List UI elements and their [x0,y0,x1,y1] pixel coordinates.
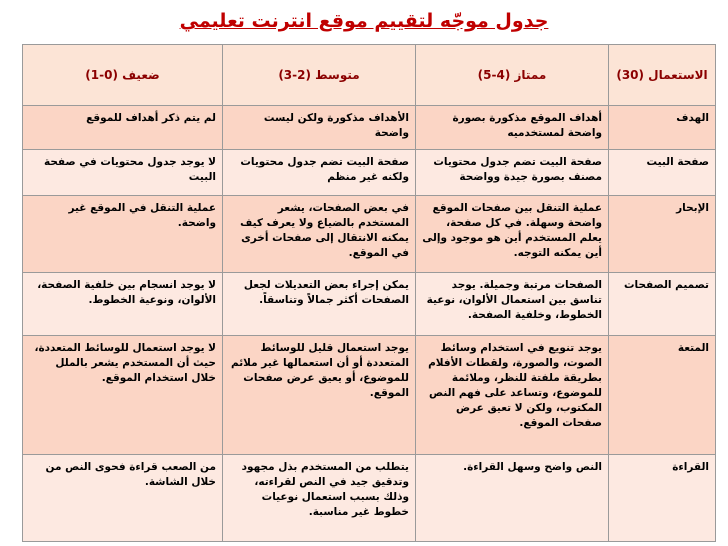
excellent-cell: صفحة البيت تضم جدول محتويات مصنف بصورة جيدة وواضحة [416,150,609,196]
weak-cell: عملية التنقل في الموقع غير واضحة. [23,196,223,273]
average-cell: يوجد استعمال قليل للوسائط المتعددة أو أن استعمالها غير ملائم للموضوع، أو يعيق عرض صفحات الموقع. [223,336,416,455]
criterion-cell: القراءة [609,455,716,542]
excellent-cell: يوجد تنويع في استخدام وسائط الصوت، والصورة، ولقطات الأفلام بطريقة ملفتة للنظر، وملائمة للموضوع، وتساعد على فهم النص المكتوب، ولكن لا تعيق عرض صفحات الموقع. [416,336,609,455]
excellent-cell: الصفحات مرتبة وجميلة. يوجد تناسق بين استعمال الألوان، نوعية الخطوط، وخلفية الصفحة. [416,273,609,336]
rubric-table [22,44,716,542]
criterion-cell: المتعة [609,336,716,455]
weak-cell: لم يتم ذكر أهداف للموقع [23,106,223,150]
average-cell: الأهداف مذكورة ولكن ليست واضحة [223,106,416,150]
criterion-cell: صفحة البيت [609,150,716,196]
table-row [23,196,716,273]
average-cell: يمكن إجراء بعض التعديلات لجعل الصفحات أكثر جمالاً وتناسقاً. [223,273,416,336]
header-excellent: ممتاز (4-5) [416,45,609,106]
header-criterion: الاستعمال (30) [609,45,716,106]
average-cell: يتطلب من المستخدم بذل مجهود وتدقيق جيد في النص لقراءته، وذلك بسبب استعمال نوعيات خطوط غير مناسبة. [223,455,416,542]
table-row [23,455,716,542]
table-row [23,336,716,455]
weak-cell: لا يوجد انسجام بين خلفية الصفحة، الألوان، ونوعية الخطوط. [23,273,223,336]
average-cell: صفحة البيت تضم جدول محتويات ولكنه غير منظم [223,150,416,196]
table-row [23,150,716,196]
excellent-cell: النص واضح وسهل القراءة. [416,455,609,542]
excellent-cell: أهداف الموقع مذكورة بصورة واضحة لمستخدميه [416,106,609,150]
weak-cell: من الصعب قراءة فحوى النص من خلال الشاشة. [23,455,223,542]
criterion-cell: الهدف [609,106,716,150]
criterion-cell: تصميم الصفحات [609,273,716,336]
table-row [23,273,716,336]
average-cell: في بعض الصفحات، يشعر المستخدم بالضياع ولا يعرف كيف يمكنه الانتقال إلى صفحات أخرى في الموقع. [223,196,416,273]
header-weak: ضعيف (0-1) [23,45,223,106]
weak-cell: لا يوجد جدول محتويات في صفحة البيت [23,150,223,196]
weak-cell: لا يوجد استعمال للوسائط المتعددة، حيث أن المستخدم يشعر بالملل خلال استخدام الموقع. [23,336,223,455]
criterion-cell: الإبحار [609,196,716,273]
table-header-row [23,45,716,106]
table-row [23,106,716,150]
excellent-cell: عملية التنقل بين صفحات الموقع واضحة وسهلة. في كل صفحة، يعلم المستخدم أين هو موجود وإلى أين يمكنه التوجه. [416,196,609,273]
header-average: متوسط (2-3) [223,45,416,106]
page-title: جدول موجّه لتقييم موقع انترنت تعليمي [179,10,549,32]
